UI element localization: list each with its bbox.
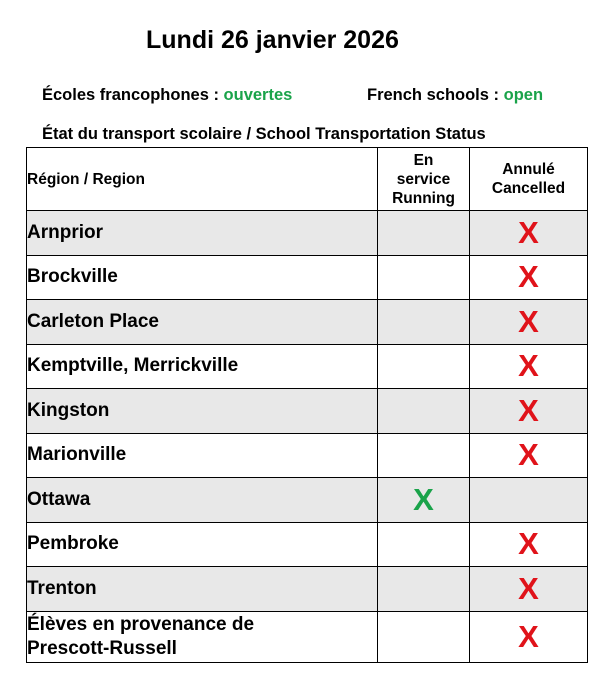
region-name: Carleton Place (27, 300, 378, 345)
running-cell (378, 344, 470, 389)
header-running-label: En service Running (392, 151, 455, 207)
table-row (27, 344, 588, 389)
cancelled-cell (470, 478, 588, 523)
table-body (27, 211, 588, 663)
table-header-row (27, 148, 588, 211)
status-fr-value: ouvertes (223, 86, 293, 104)
table-row (27, 211, 588, 256)
table-row (27, 611, 588, 662)
running-cell: X (378, 478, 470, 523)
region-name: Trenton (27, 567, 378, 612)
region-name: Kingston (27, 389, 378, 434)
running-cell (378, 255, 470, 300)
table-row (27, 478, 588, 523)
table-caption: État du transport scolaire / School Transportation Status (42, 125, 486, 143)
table-row (27, 255, 588, 300)
cancelled-cell: X (470, 389, 588, 434)
header-region (27, 148, 378, 211)
table-row (27, 389, 588, 434)
cancelled-cell: X (470, 522, 588, 567)
running-cell (378, 389, 470, 434)
header-region-label: Région / Region (27, 170, 145, 188)
running-cell (378, 433, 470, 478)
running-cell (378, 211, 470, 256)
cancelled-cell: X (470, 300, 588, 345)
region-name: Brockville (27, 255, 378, 300)
table-row (27, 433, 588, 478)
table-row (27, 522, 588, 567)
status-en-value: open (503, 86, 544, 104)
running-cell (378, 300, 470, 345)
status-french-schools (367, 86, 543, 105)
header-running (378, 148, 470, 211)
cancelled-cell: X (470, 344, 588, 389)
status-fr-label: Écoles francophones : (42, 86, 224, 104)
transport-status-table (26, 147, 588, 663)
region-name: Pembroke (27, 522, 378, 567)
table-row (27, 567, 588, 612)
page-title: Lundi 26 janvier 2026 (146, 26, 399, 54)
region-name: Kemptville, Merrickville (27, 344, 378, 389)
running-cell (378, 611, 470, 662)
status-francophone-schools (42, 86, 292, 105)
cancelled-cell: X (470, 611, 588, 662)
cancelled-cell: X (470, 433, 588, 478)
region-name: Arnprior (27, 211, 378, 256)
status-en-label: French schools : (367, 86, 504, 104)
header-cancelled (470, 148, 588, 211)
cancelled-cell: X (470, 255, 588, 300)
header-cancelled-label: Annulé Cancelled (491, 161, 566, 197)
region-name: Ottawa (27, 478, 378, 523)
region-name: Élèves en provenance de Prescott-Russell (27, 611, 378, 662)
running-cell (378, 567, 470, 612)
region-name: Marionville (27, 433, 378, 478)
table-row (27, 300, 588, 345)
cancelled-cell: X (470, 211, 588, 256)
cancelled-cell: X (470, 567, 588, 612)
running-cell (378, 522, 470, 567)
